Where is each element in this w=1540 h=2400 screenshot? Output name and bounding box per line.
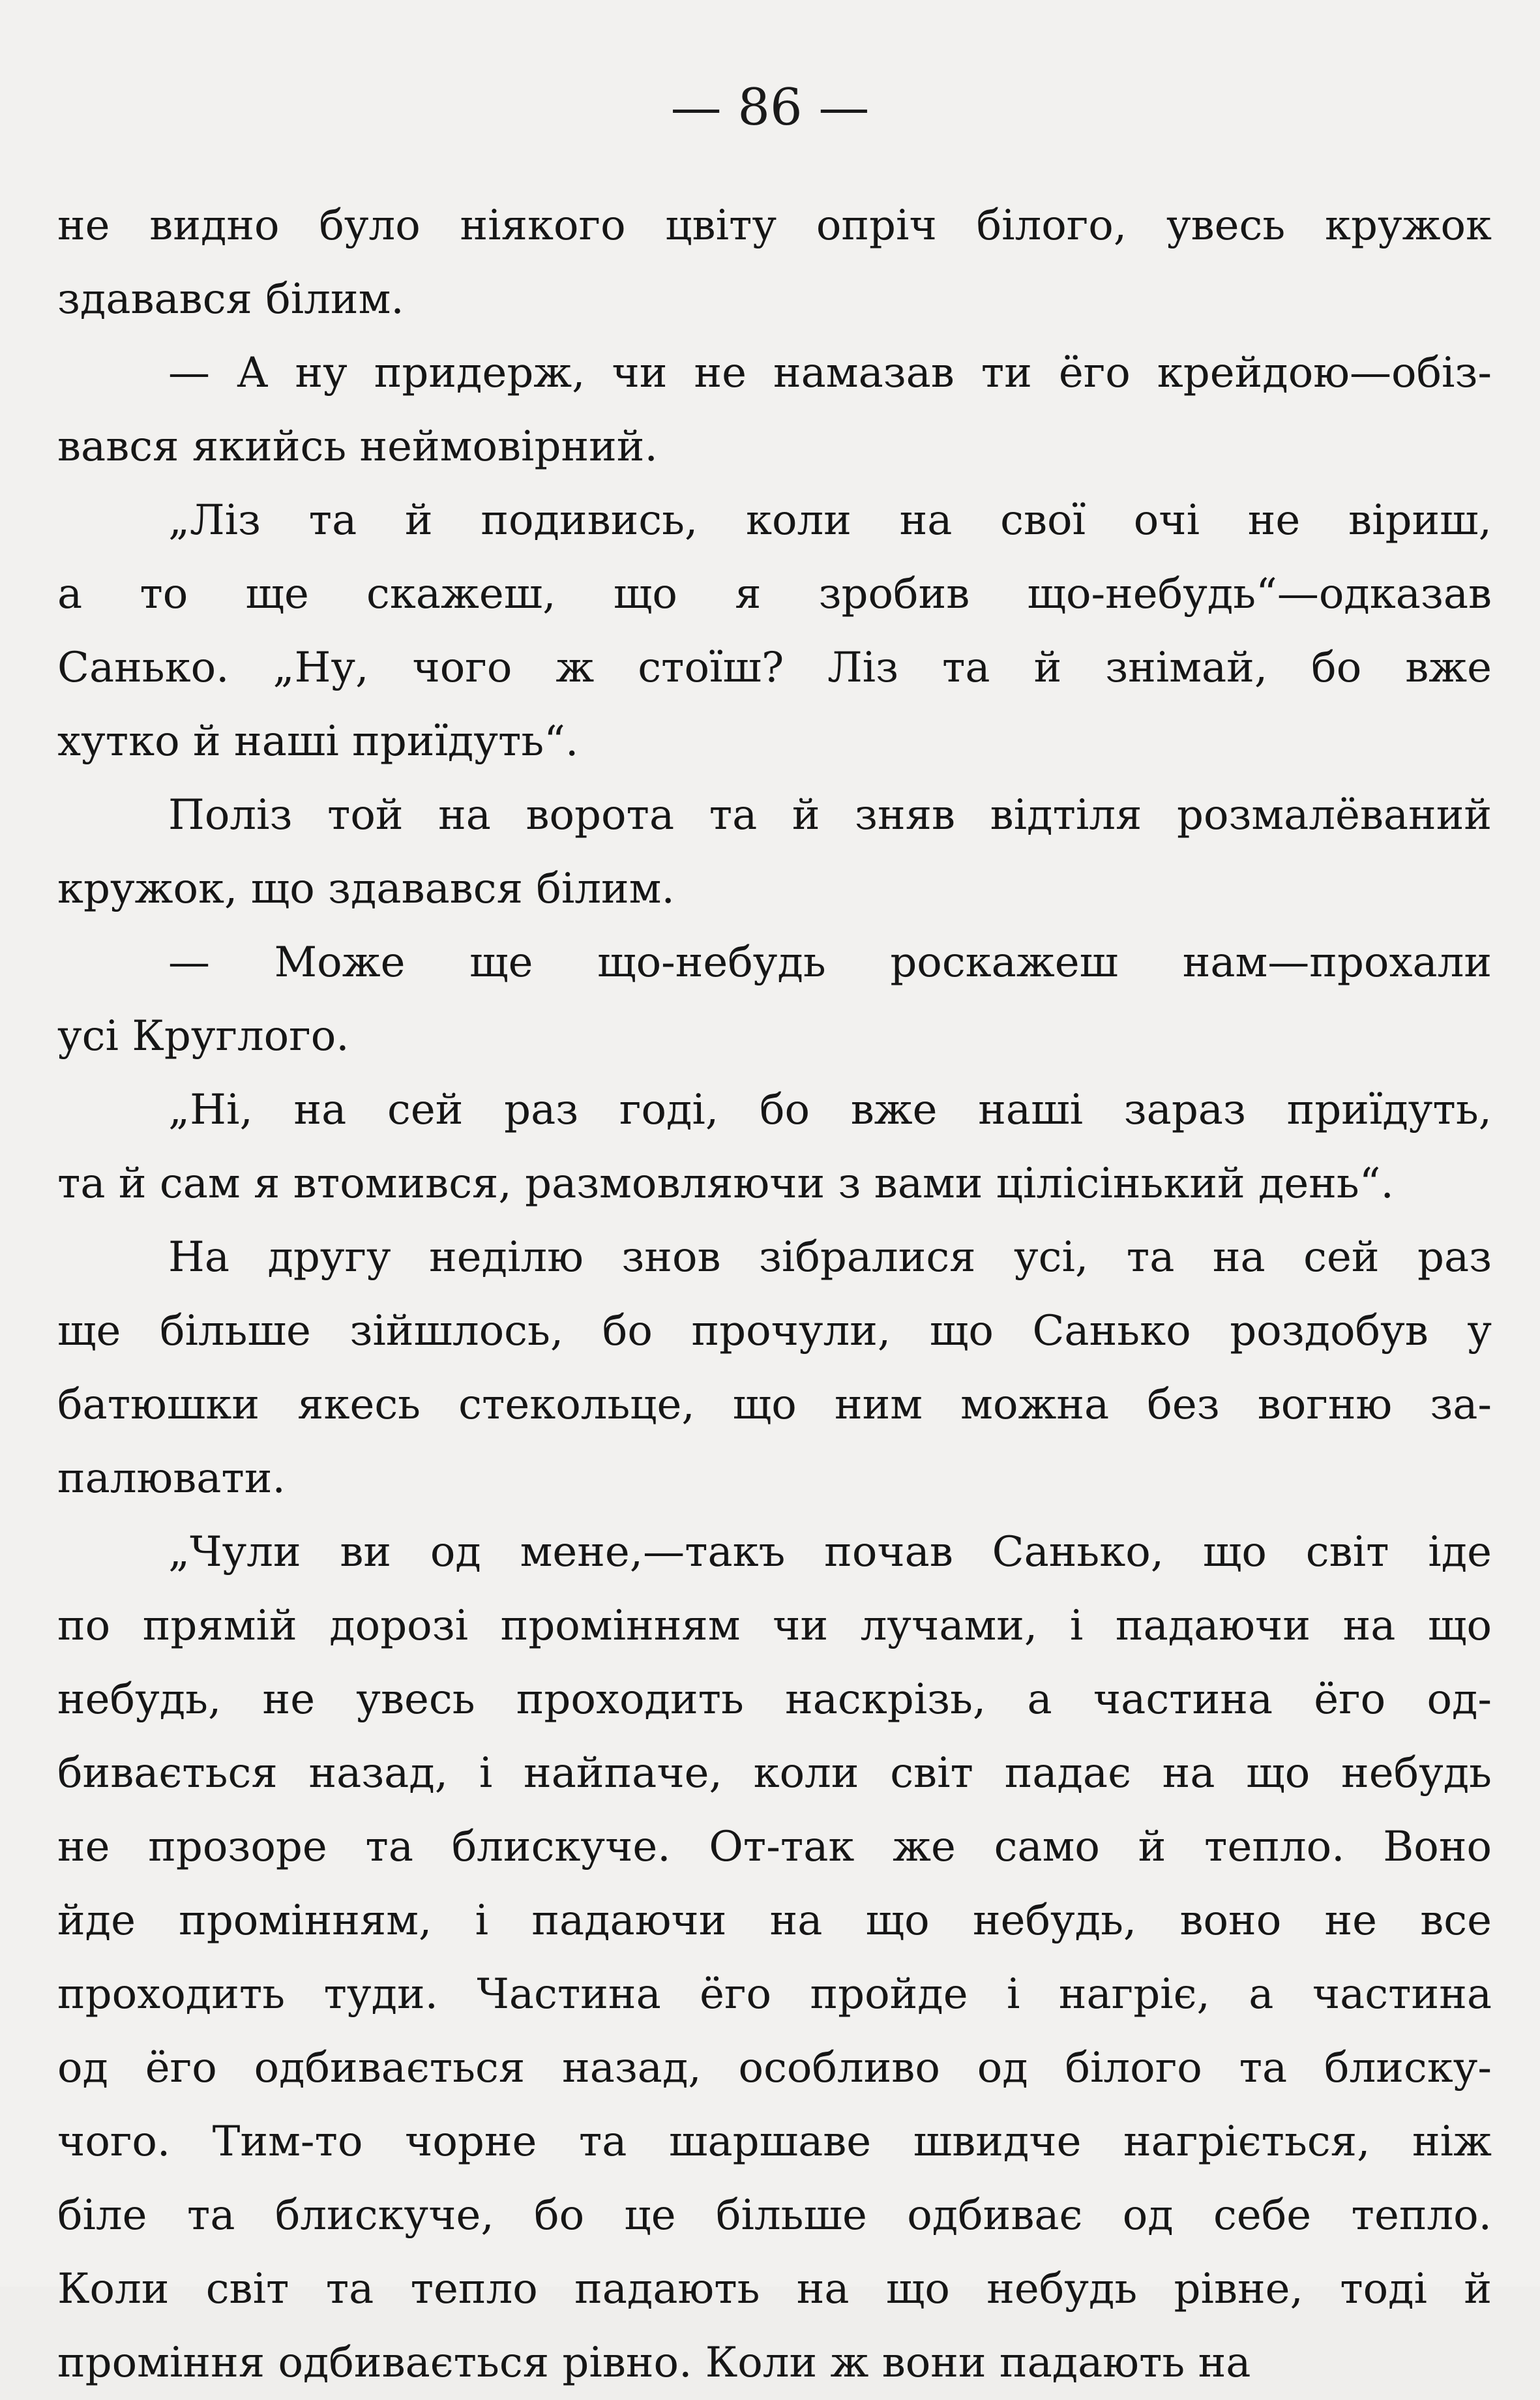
text-line: здавався білим. (57, 275, 404, 323)
text-line: — Може ще що-небудь роскажеш нам—прохали (168, 938, 1492, 987)
text-line: „Ліз та й подивись, коли на свої очі не віриш, (168, 496, 1492, 545)
paragraph (57, 484, 1492, 779)
paragraph (57, 1073, 1492, 1221)
text-line: не видно було ніякого цвіту опріч білого, увесь кружок (57, 202, 1492, 250)
text-line: та й сам я втомився, размовляючи з вами цілісінький день“. (57, 1160, 1394, 1208)
text-line: ще більше зійшлось, бо прочули, що Санько роздобув у (57, 1307, 1492, 1355)
text-line: проміння одбивається рівно. Коли ж вони падають на (57, 2339, 1251, 2387)
text-line: „Ні, на сей раз годі, бо вже наші зараз приїдуть, (168, 1086, 1492, 1134)
paragraph (57, 337, 1492, 484)
text-line: батюшки якесь стекольце, що ним можна без вогню за- (57, 1381, 1492, 1429)
text-line: йде промінням, і падаючи на що небудь, воно не все (57, 1897, 1492, 1945)
text-line: бивається назад, і найпаче, коли світ падає на що небудь (57, 1749, 1492, 1797)
paragraph (57, 779, 1492, 926)
text-line: Коли світ та тепло падають на що небудь рівне, тоді й (57, 2265, 1492, 2313)
text-line: небудь, не увесь проходить наскрізь, а частина ёго од- (57, 1675, 1492, 1724)
paragraph (57, 1221, 1492, 1516)
text-line: а то ще скажеш, що я зробив що-небудь“—одказав (57, 570, 1492, 618)
text-line: палювати. (57, 1454, 286, 1503)
text-line: усі Круглого. (57, 1012, 349, 1060)
text-line: по прямій дорозі промінням чи лучами, і падаючи на що (57, 1602, 1492, 1650)
text-line: проходить туди. Частина ёго пройде і нагріє, а частина (57, 1970, 1492, 2018)
body-text (57, 189, 1492, 2400)
text-line: чого. Тим-то чорне та шаршаве швидче нагріється, ніж (57, 2118, 1492, 2166)
page-number: — 86 — (670, 78, 870, 137)
text-line: „Чули ви од мене,—такъ почав Санько, що світ іде (168, 1528, 1492, 1576)
text-line: вався якийсь неймовірний. (57, 423, 658, 471)
text-line: хутко й наші приїдуть“. (57, 717, 579, 766)
text-line: кружок, що здавався білим. (57, 865, 675, 913)
paragraph (57, 926, 1492, 1073)
text-line: біле та блискуче, бо це більше одбиває од себе тепло. (57, 2191, 1492, 2240)
text-line: Санько. „Ну, чого ж стоїш? Ліз та й знімай, бо вже (57, 644, 1492, 692)
text-line: На другу неділю знов зібралися усі, та на сей раз (168, 1233, 1492, 1282)
text-line: Поліз той на ворота та й зняв відтіля розмалёваний (168, 791, 1492, 839)
text-line: од ёго одбивається назад, особливо од білого та блиску- (57, 2044, 1492, 2092)
paragraph (57, 189, 1492, 337)
text-line: — А ну придерж, чи не намазав ти ёго крейдою—обіз- (168, 349, 1492, 397)
text-line: не прозоре та блискуче. От-так же само й тепло. Воно (57, 1823, 1492, 1871)
paragraph (57, 1516, 1492, 2400)
